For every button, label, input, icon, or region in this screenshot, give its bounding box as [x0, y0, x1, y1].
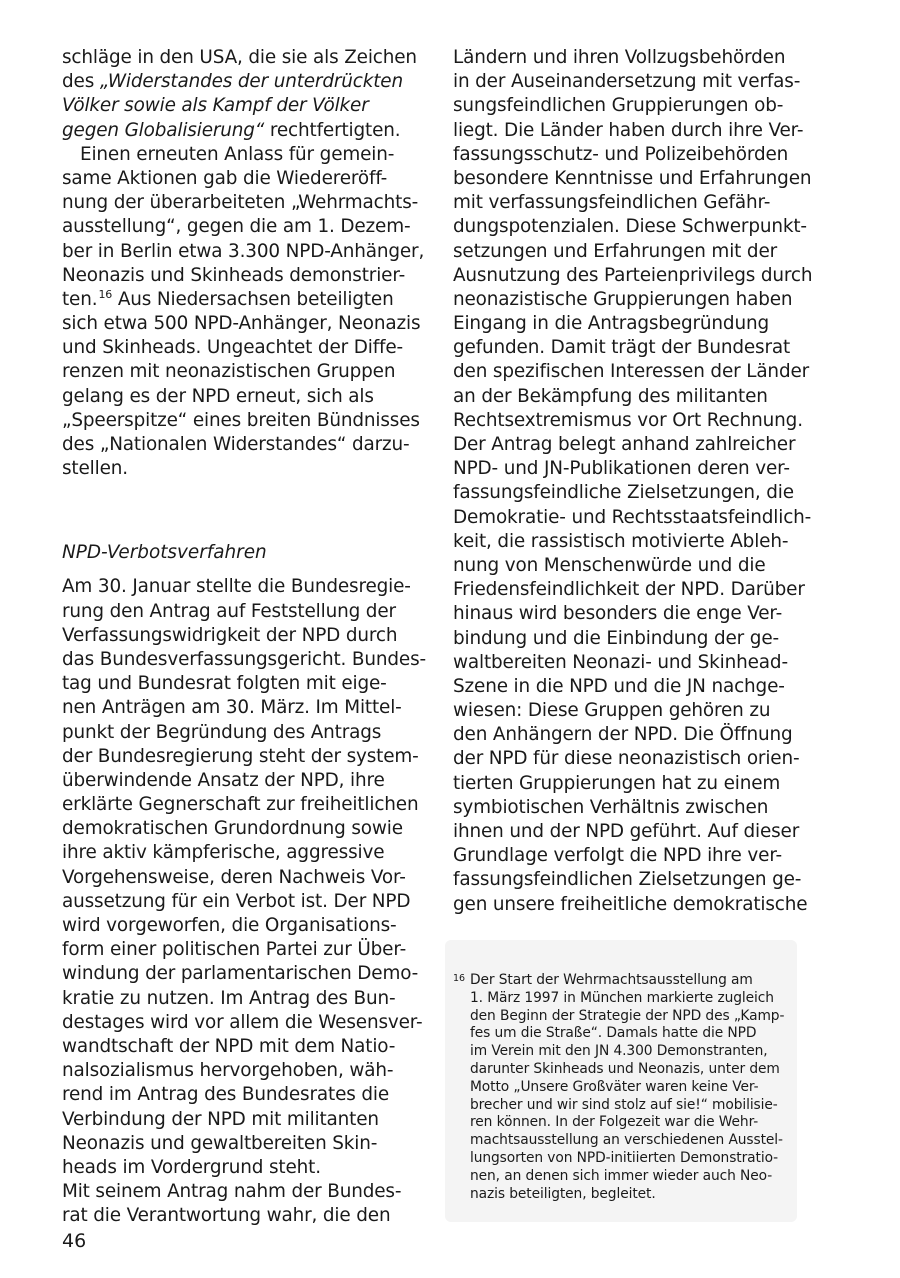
text-line: und Skinheads. Ungeachtet der Diffe-: [62, 337, 403, 359]
text-line: den spezifischen Interessen der Länder: [453, 361, 810, 383]
footnote-line: 1. März 1997 in München markierte zugleich: [470, 989, 774, 1006]
text-line: hinaus wird besonders die enge Ver-: [453, 603, 783, 625]
footnote-line: Der Start der Wehrmachtsausstellung am: [470, 972, 753, 988]
text-line: Verfassungswidrigkeit der NPD durch: [62, 624, 398, 646]
text-line: liegt. Die Länder haben durch ihre Ver-: [453, 119, 804, 141]
footnote-line: Motto „Unsere Großväter waren keine Ver-: [470, 1078, 759, 1095]
text-line: gelang es der NPD erneut, sich als: [62, 385, 374, 407]
text-line: setzungen und Erfahrungen mit der: [453, 240, 778, 262]
text-line: Rechtsextremismus vor Ort Rechnung.: [453, 409, 803, 431]
quote-run: „Widerstandes der unterdrückten: [99, 71, 403, 93]
text-line: same Aktionen gab die Wiedereröff-: [62, 167, 388, 189]
text-line: „Speerspitze“ eines breiten Bündnisses: [62, 409, 420, 431]
text-line: Szene in die NPD und die JN nachge-: [453, 675, 785, 697]
text-run: ten.: [62, 288, 98, 310]
text-line: rend im Antrag des Bundesrates die: [62, 1084, 390, 1106]
text-line: nung der überarbeiteten „Wehrmachts-: [62, 192, 419, 214]
text-line: ber in Berlin etwa 3.300 NPD-Anhänger,: [62, 240, 425, 262]
text-line: aussetzung für ein Verbot ist. Der NPD: [62, 890, 411, 912]
footnote-line: brecher und wir sind stolz auf sie!“ mobilisie-: [470, 1096, 778, 1113]
text-line: Eingang in die Antragsbegründung: [453, 313, 769, 335]
footnote-box: [445, 940, 797, 1222]
text-line: gen unsere freiheitliche demokratische: [453, 893, 808, 915]
text-line: an der Bekämpfung des militanten: [453, 385, 768, 407]
text-line: das Bundesverfassungsgericht. Bundes-: [62, 648, 427, 670]
footnote-line: nen, an denen sich immer wieder auch Neo-: [470, 1167, 773, 1184]
text-line: waltbereiten Neonazi- und Skinhead-: [453, 651, 788, 673]
footnote-number: 16: [453, 973, 466, 984]
footnote-text: [470, 972, 790, 1203]
footnote-line: fes um die Straße“. Damals hatte die NPD: [470, 1025, 757, 1042]
text-line: ausstellung“, gegen die am 1. Dezem-: [62, 216, 411, 238]
left-column: [62, 46, 427, 1228]
text-line: Verbindung der NPD mit militanten: [62, 1108, 379, 1130]
text-line: tag und Bundesrat folgten mit eige-: [62, 673, 387, 695]
section-heading: NPD-Verbotsverfahren: [62, 542, 267, 564]
text-run: rechtfertigten.: [264, 119, 401, 141]
footnote-line: nazis beteiligten, begleitet.: [470, 1185, 656, 1202]
text-line: wandtschaft der NPD mit dem Natio-: [62, 1035, 396, 1057]
right-column: [453, 46, 813, 917]
text-line: Vorgehensweise, deren Nachweis Vor-: [62, 866, 406, 888]
text-line: form einer politischen Partei zur Über-: [62, 939, 407, 961]
text-line: mit verfassungsfeindlichen Gefähr-: [453, 192, 771, 214]
text-line: ihre aktiv kämpferische, aggressive: [62, 842, 385, 864]
text-line: punkt der Begründung des Antrags: [62, 721, 382, 743]
text-line: nalsozialismus hervorgehoben, wäh-: [62, 1060, 394, 1082]
text-line: keit, die rassistisch motivierte Ableh-: [453, 530, 789, 552]
text-line: bindung und die Einbindung der ge-: [453, 627, 779, 649]
text-line: Grundlage verfolgt die NPD ihre ver-: [453, 845, 783, 867]
text-run: des: [62, 71, 100, 93]
footnote-line: darunter Skinheads und Neonazis, unter dem: [470, 1060, 780, 1077]
text-line: des „Nationalen Widerstandes“ darzu-: [62, 434, 410, 455]
text-line: wiesen: Diese Gruppen gehören zu: [453, 700, 771, 722]
text-line: ihnen und der NPD geführt. Auf dieser: [453, 821, 800, 842]
text-line: destages wird vor allem die Wesensver-: [62, 1011, 423, 1033]
text-line: symbiotischen Verhältnis zwischen: [453, 796, 769, 818]
text-line: Neonazis und gewaltbereiten Skin-: [62, 1132, 378, 1154]
paragraph: [62, 575, 427, 1228]
text-line: dungspotenzialen. Diese Schwerpunkt-: [453, 216, 807, 238]
text-line: Der Antrag belegt anhand zahlreicher: [453, 434, 796, 455]
page-number: 46: [62, 1230, 87, 1252]
text-line: nen Anträgen am 30. März. Im Mittel-: [62, 697, 402, 719]
text-line: überwindende Ansatz der NPD, ihre: [62, 769, 385, 791]
text-line: demokratischen Grundordnung sowie: [62, 818, 403, 840]
text-line: Ländern und ihren Vollzugsbehörden: [453, 47, 786, 68]
text-line: fassungsfeindlichen Zielsetzungen ge-: [453, 869, 802, 891]
footnote-line: lungsorten von NPD-initiierten Demonstratio-: [470, 1149, 779, 1166]
quote-line: Völker sowie als Kampf der Völker: [62, 95, 369, 117]
text-line: nung von Menschenwürde und die: [453, 554, 766, 576]
footnote-line: machtsausstellung an verschiedenen Ausstel-: [470, 1132, 783, 1149]
footnote-line: ren können. In der Folgezeit war die Wehr-: [470, 1114, 759, 1131]
text-line: wird vorgeworfen, die Organisations-: [62, 915, 397, 936]
section-spacer: [62, 481, 414, 541]
text-line: den Anhängern der NPD. Die Öffnung: [453, 724, 793, 746]
text-line: gefunden. Damit trägt der Bundesrat: [453, 337, 791, 359]
text-line: der Bundesregierung steht der system-: [62, 745, 419, 767]
text-line: fassungsschutz- und Polizeibehörden: [453, 143, 789, 165]
text-line: Friedensfeindlichkeit der NPD. Darüber: [453, 579, 805, 601]
text-line: neonazistische Gruppierungen haben: [453, 288, 793, 310]
text-line: Einen erneuten Anlass für gemein-: [80, 143, 395, 165]
text-run: Aus Niedersachsen beteiligten: [112, 288, 394, 310]
text-line: rat die Verantwortung wahr, die den: [62, 1205, 391, 1227]
footnote-line: im Verein mit den JN 4.300 Demonstranten,: [470, 1043, 768, 1060]
text-line: erklärte Gegnerschaft zur freiheitlichen: [62, 794, 419, 816]
text-line: [62, 70, 414, 94]
text-line: heads im Vordergrund steht.: [62, 1156, 321, 1178]
text-line: Mit seinem Antrag nahm der Bundes-: [62, 1181, 402, 1203]
text-line: stellen.: [62, 458, 128, 480]
text-line: in der Auseinandersetzung mit verfas-: [453, 71, 801, 93]
text-line: kratie zu nutzen. Im Antrag des Bun-: [62, 987, 396, 1009]
text-line: Ausnutzung des Parteienprivilegs durch: [453, 264, 813, 286]
text-line: Am 30. Januar stellte die Bundesregie-: [62, 576, 411, 598]
text-line: [62, 119, 414, 143]
quote-run: gegen Globalisierung“: [62, 119, 265, 141]
text-line: renzen mit neonazistischen Gruppen: [62, 361, 396, 383]
text-line: Neonazis und Skinheads demonstrier-: [62, 264, 406, 286]
text-line: [62, 288, 414, 312]
text-line: fassungsfeindliche Zielsetzungen, die: [453, 482, 794, 504]
text-line: besondere Kenntnisse und Erfahrungen: [453, 167, 812, 189]
text-line: windung der parlamentarischen Demo-: [62, 963, 419, 985]
paragraph: [62, 143, 425, 482]
text-line: rung den Antrag auf Feststellung der: [62, 600, 396, 622]
text-line: sich etwa 500 NPD-Anhänger, Neonazis: [62, 313, 421, 335]
footnote-reference[interactable]: 16: [98, 287, 113, 301]
text-line: sungsfeindlichen Gruppierungen ob-: [453, 95, 784, 117]
text-line: NPD- und JN-Publikationen deren ver-: [453, 458, 790, 480]
text-line: der NPD für diese neonazistisch orien-: [453, 748, 800, 770]
text-line: tierten Gruppierungen hat zu einem: [453, 772, 781, 794]
text-line: schläge in den USA, die sie als Zeichen: [62, 47, 417, 68]
paragraph: [62, 46, 417, 143]
footnote-line: den Beginn der Strategie der NPD des „Kamp-: [470, 1007, 785, 1024]
text-line: Demokratie- und Rechtsstaatsfeindlich-: [453, 506, 812, 528]
